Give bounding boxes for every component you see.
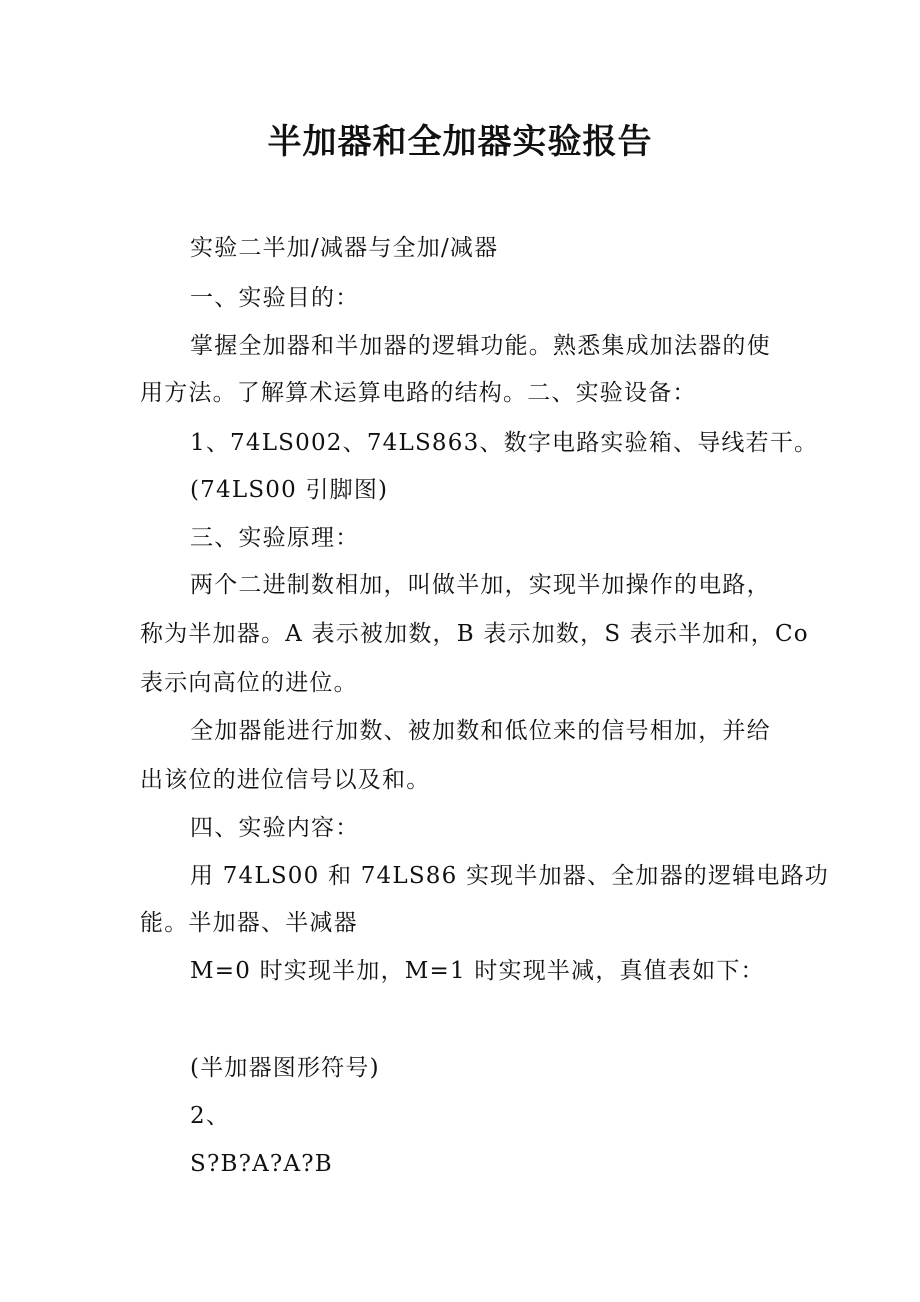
paragraph-mode: M=0 时实现半加，M=1 时实现半减，真值表如下： <box>190 958 765 984</box>
heading-purpose: 一、实验目的： <box>190 285 360 311</box>
heading-content: 四、实验内容： <box>190 815 360 841</box>
caption-half-adder-symbol: (半加器图形符号) <box>190 1055 380 1081</box>
document-title: 半加器和全加器实验报告 <box>267 122 653 162</box>
paragraph-full-adder-2: 出该位的进位信号以及和。 <box>140 767 431 793</box>
paragraph-content-2: 能。半加器、半减器 <box>140 910 358 936</box>
paragraph-purpose-1: 掌握全加器和半加器的逻辑功能。熟悉集成加法器的使 <box>190 333 771 359</box>
caption-pinout: (74LS00 引脚图) <box>190 477 389 503</box>
paragraph-principle-2: 称为半加器。A 表示被加数，B 表示加数，S 表示半加和，Co <box>140 621 809 647</box>
paragraph-principle-1: 两个二进制数相加，叫做半加，实现半加操作的电路， <box>190 572 771 598</box>
heading-principle: 三、实验原理： <box>190 525 360 551</box>
line-experiment-name: 实验二半加/减器与全加/减器 <box>190 235 499 261</box>
paragraph-principle-3: 表示向高位的进位。 <box>140 670 358 696</box>
formula-sum: S?B?A?A?B <box>190 1151 333 1177</box>
paragraph-content-1: 用 74LS00 和 74LS86 实现半加器、全加器的逻辑电路功 <box>190 863 829 889</box>
equipment-list: 1、74LS002、74LS863、数字电路实验箱、导线若干。 <box>190 430 819 456</box>
paragraph-full-adder-1: 全加器能进行加数、被加数和低位来的信号相加，并给 <box>190 718 771 744</box>
item-number-2: 2、 <box>190 1103 231 1129</box>
paragraph-purpose-2: 用方法。了解算术运算电路的结构。二、实验设备： <box>140 380 697 406</box>
